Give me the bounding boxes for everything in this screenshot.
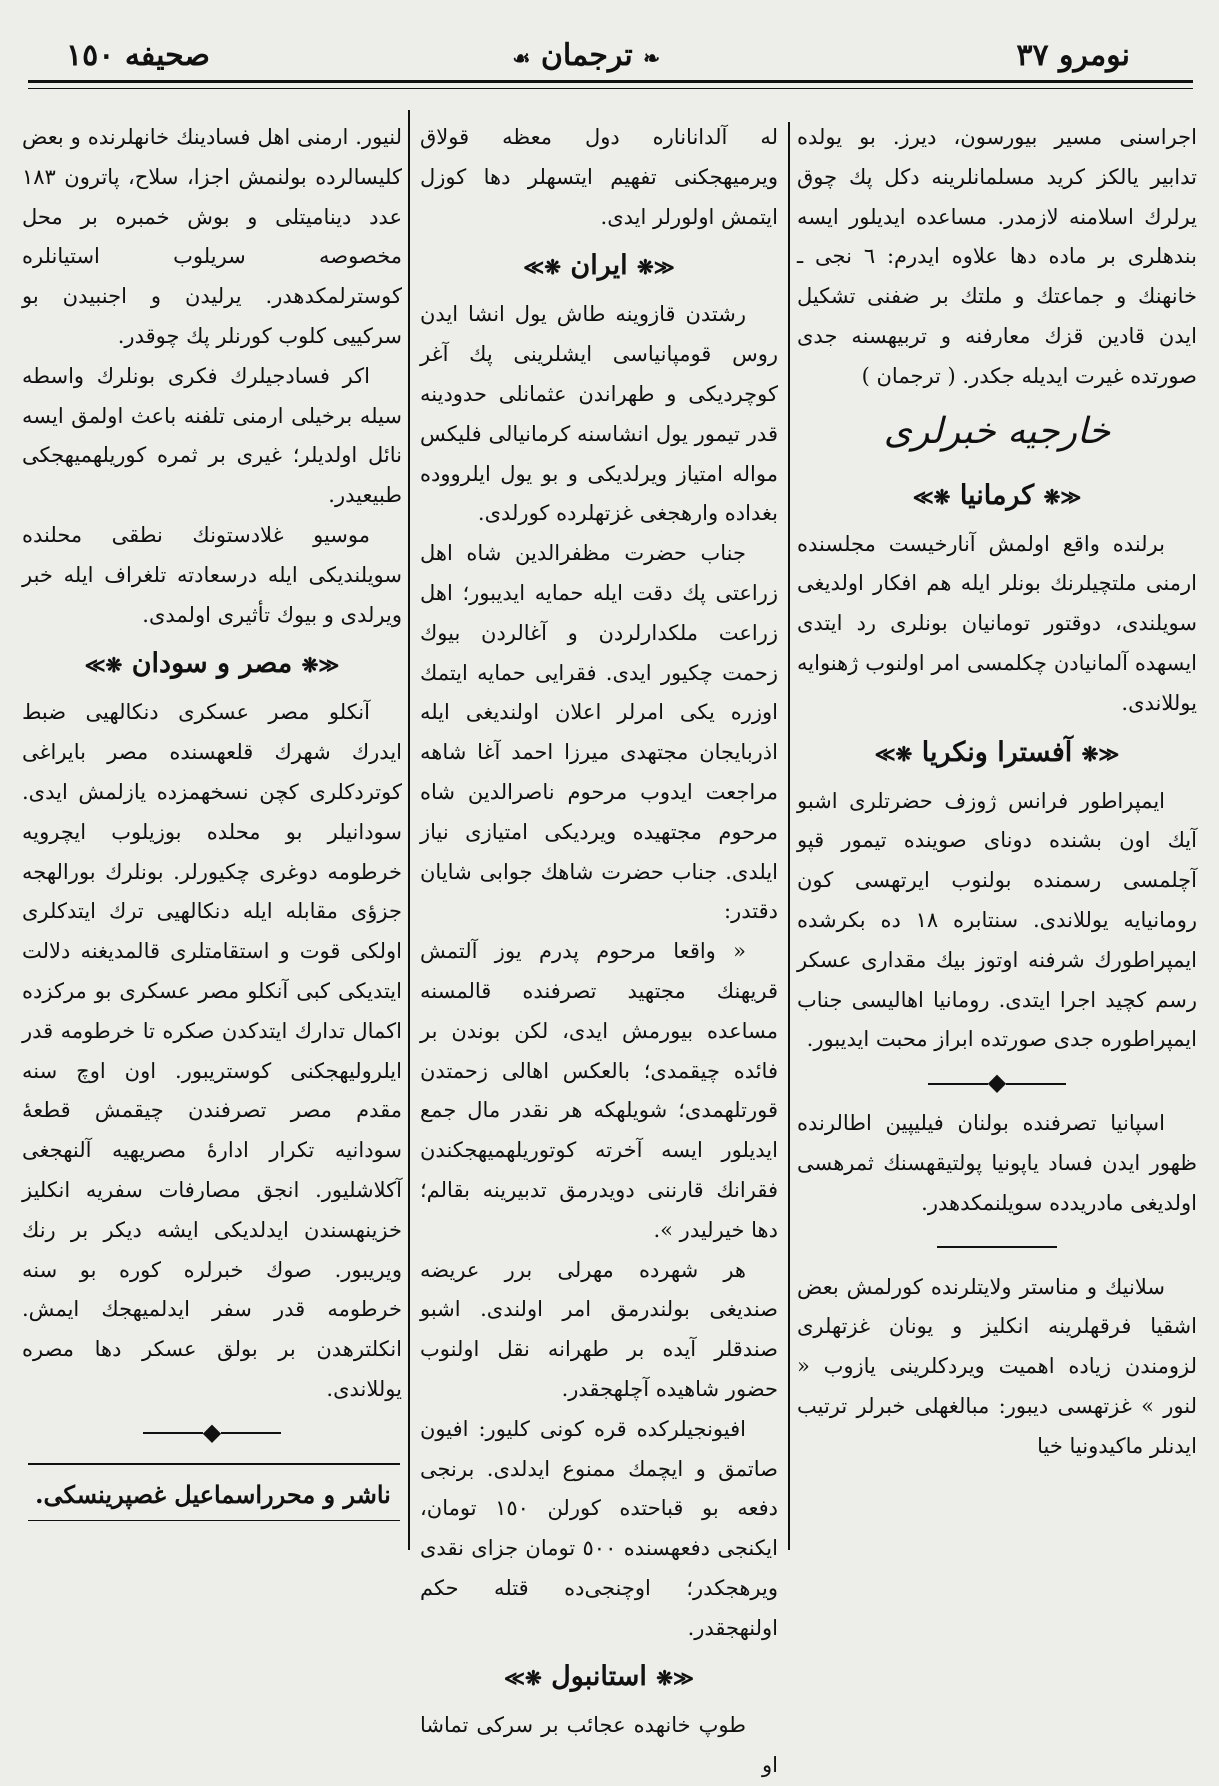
ornament-icon: ≪❋: [1043, 484, 1082, 509]
column-right: [797, 118, 1197, 1558]
article-paragraph: هر شهرده مهرلی برر عریضه صندیغی بولندرمق امر اولندی. اشبو صندقلر آیده بر طهرانه نقل اولنوب حضور شاهیده آچلهجقدر.: [420, 1257, 778, 1401]
article-paragraph: جناب حضرت مظفرالدین شاه اهل زراعتی پك دقت ایله حمایه ایدیبور؛ اهل زراعت ملکدارلردن و آغالردن بیوك زحمت چکیور ایدی. فقرایی حمایه ایتمك اوزره یکی امرلر اعلان اولندیغی ایله اذربایجان مجتهدی میرزا احمد آغا شاهه مراجعت ایدوب مرحوم ناصرالدین شاه مرحوم مجتهیده ویردیکی امتیازی نیاز ایلدی. جناب حضرت شاهك جوابی شایان دقتدر:: [420, 541, 778, 924]
section-title: كرمانیا: [959, 479, 1035, 511]
section-heading: [22, 635, 402, 693]
issue-number: نومرو ٣٧: [1016, 38, 1130, 73]
ornament-icon: ≪❋: [1081, 741, 1120, 766]
article-paragraph: اجراسنی مسیر بیورسون، دیرز. بو یولده تدابیر یالکز کرید مسلمانلرینه دکل پك چوق یرلرك اسلامنه لازمدر. مساعده ایدیلور ایسه بندهلری بر ماده دها علاوه ایدرم: ٦ نجی ـ خانهنك و جماعتك و ملتك بر ضفنی تشکیل ایدن قادین قزك معارفنه و تربیهسنه جدی صورتده غیرت ایدیله جکدر. ( ترجمان ): [797, 125, 1197, 388]
ornament-icon: ❧: [643, 46, 660, 70]
ornament-icon: ❋≫: [523, 255, 561, 280]
article-paragraph: آنکلو مصر عسکری دنکالهیی ضبط ایدرك شهرك قلعهسنده مصر بایراغی کوتردکلری کچن نسخهمزده یازلمش ایدی. سودانیلر بو محلده بوزیلوب ایچرویه خرطومه دوغری چکیورلر. بونلرك بورالهجه جزؤی مقابله ایله دنکالهیی ترك ایتدکلری اولکی قوت و استقامتلری قالمدیغنه دلالت ایتدیکی کبی آنکلو مصر عسکری بو مرکزده اکمال تدارك ایتدکدن صکره تا خرطومه قدر ایلرولیهجکنی کوستریبور. اون اوچ سنه مقدم مصر تصرفندن چیقمش قطعهٔ سودانیه تکرار ادارهٔ مصریهیه آلنهجغی آکلاشلیور. انجق مصارفات سفریه انکلیز خزینهسندن ایدلدیکی ایشه دیکر بر رنك ویریبور. صوك خبرلره کوره بو سنه خرطومه قدر سفر ایدلمیهجك ایمش. انکلترهدن بر بولق عسکر دها مصره یوللاندی.: [22, 700, 402, 1401]
header-rule: [28, 80, 1193, 83]
ornament-icon: ≪❋: [656, 1666, 694, 1691]
ornament-icon: ❋≫: [84, 653, 123, 678]
section-heading: [420, 1648, 778, 1706]
column-rule: [788, 122, 790, 1550]
divider-ornament: [22, 1410, 402, 1454]
newspaper-title: [512, 38, 660, 78]
publisher-line: ناشر و محرراسماعیل غصپرینسکی.: [35, 1480, 391, 1509]
article-paragraph: « واقعا مرحوم پدرم یوز آلتمش قریهنك مجتهید تصرفنده قالمسنه مساعده بیورمش ایدی، لکن بوندن بر فائده چیقمدی؛ بالعکس اهالی زحمتدن قورتلهمدی؛ شویلهکه هر نقدر مال جمع ایدیلور ایسه آخرته کوتوریلهمیهجکندن فقرانك قارننی دویدرمق تدبیرینه بقالم؛ دها خیرلیدر ».: [420, 939, 778, 1242]
article-paragraph: لنیور. ارمنی اهل فسادینك خانهلرنده و بعض کلیسالرده بولنمش اجزا، سلاح، پاترون ١٨٣ عدد دینامیتلی و بوش خمبره بر محل مخصوصه سریلوب استیانلره کوسترلمکدهدر. یرلیدن و اجنبیدن بو سرکییی کلوب کورنلر پك چوقدر.: [22, 125, 402, 348]
column-rule: [408, 110, 410, 1550]
section-title: آفسترا ونکریا: [921, 736, 1073, 768]
ornament-icon: ☙: [512, 46, 531, 70]
diamond-icon: ◆: [202, 1417, 222, 1446]
title-text: ترجمان: [540, 38, 633, 73]
section-heading-foreign-news: خارجیه خبرلری: [883, 410, 1111, 452]
footer-rule-thin: [28, 1520, 400, 1521]
header-rule-thin: [28, 88, 1193, 89]
article-paragraph: اکر فسادجیلرك فکری بونلرك واسطه سیله برخیلی ارمنی تلفنه باعث اولمق ایسه نائل اولدیلر؛ غیری بر ثمره کوریلهمیهجکی طبیعیدر.: [22, 363, 402, 508]
article-paragraph: سلانیك و مناستر ولایتلرنده کورلمش بعض اشقیا فرقهلرینه انکلیز و یونان غزتهلری لزومندن زیاده اهمیت ویردکلرینی یازوب « لنور » غزتهسی دیبور: مبالغهلی خبرلر ترتیب ایدنلر ماکیدونیا خیا: [797, 1274, 1197, 1458]
article-paragraph: موسیو غلادستونك نطقی محلنده سویلندیکی ایله درسعادته تلغراف ایله خبر ویرلدی و بیوك تأثیری اولمدی.: [22, 522, 402, 627]
column-left: [22, 118, 402, 1448]
footer-rule: [28, 1463, 400, 1465]
section-title: ایران: [570, 250, 628, 282]
article-paragraph: برلنده واقع اولمش آنارخیست مجلسنده ارمنی ملتچیلرنك بونلر ایله هم افکار اولدیغی سویلندی، دوقتور تومانیان بونلری رد ایتدی ایسهده آلمانیادن چکلمسی امر اولنوب ژهنوایه یوللاندی.: [797, 531, 1197, 715]
section-heading: [420, 237, 778, 295]
ornament-icon: ❋≫: [874, 741, 913, 766]
column-middle: [420, 118, 778, 1778]
article-paragraph: اسپانیا تصرفنده بولنان فیلیپین اطالرنده ظهور ایدن فساد یاپونیا پولتیقهسنك ثمرهسی اولدیغی مادریدده سویلنمکدهدر.: [797, 1111, 1197, 1215]
ornament-icon: ❋≫: [912, 484, 951, 509]
diamond-icon: ◆: [987, 1068, 1007, 1097]
section-title: مصر و سودان: [131, 648, 293, 680]
section-heading: [797, 724, 1197, 782]
article-paragraph: له آلداناناره دول معظه قولاق ویرمیهجکنی تفهیم ایتسهلر دها کوزل ایتمش اولورلر ایدی.: [420, 125, 778, 229]
article-paragraph: افیونجیلرکده قره کونی کلیور: افیون صاتمق و ایچمك ممنوع ایدلدی. برنجی دفعه بو قباحتده کورلن ١٥٠ تومان، ایکنجی دفعهسنده ٥٠٠ تومان جزای نقدی ویرهجکدر؛ اوچنجی‌ده قتله حکم اولنهجقدر.: [420, 1416, 778, 1640]
section-heading: [797, 467, 1197, 525]
divider-line: [797, 1224, 1197, 1268]
divider-ornament: [797, 1060, 1197, 1104]
article-paragraph: رشتدن قازوینه طاش یول انشا ایدن روس قومپانیاسی ایشلرینی پك آغر کوچردیکی و طهراندن عثمانلی حدودینه قدر تیمور یول انشاسنه کرمانیالی فلیکس مواله امتیاز ویرلدیکی و بو یول ایلرووده بغداده وارهجغی غزتهلرده کورلدی.: [420, 302, 778, 526]
section-title: استانبول: [551, 1661, 647, 1693]
article-paragraph: ایمپراطور فرانس ژوزف حضرتلری اشبو آیك اون بشنده دونای صوینده تیمور قپو آچلمسی رسمنده بولنوب ایرتهسی کون رومانیایه یوللاندی. سنتابره ١٨ ده بکرشده ایمپراطورك شرفنه اوتوز بیك مقداری عسکر رسم کچید اجرا ایتدی. رومانیا اهالیسی جناب ایمپراطوره جدی صورتده ابراز محبت ایدیبور.: [797, 788, 1198, 1052]
ornament-icon: ❋≫: [504, 1666, 542, 1691]
ornament-icon: ≪❋: [637, 255, 675, 280]
ornament-icon: ≪❋: [301, 653, 340, 678]
page-number: صحيفه ١٥٠: [66, 38, 210, 73]
article-paragraph: طوپ خانهده عجائب بر سرکی تماشا او: [420, 1713, 778, 1778]
